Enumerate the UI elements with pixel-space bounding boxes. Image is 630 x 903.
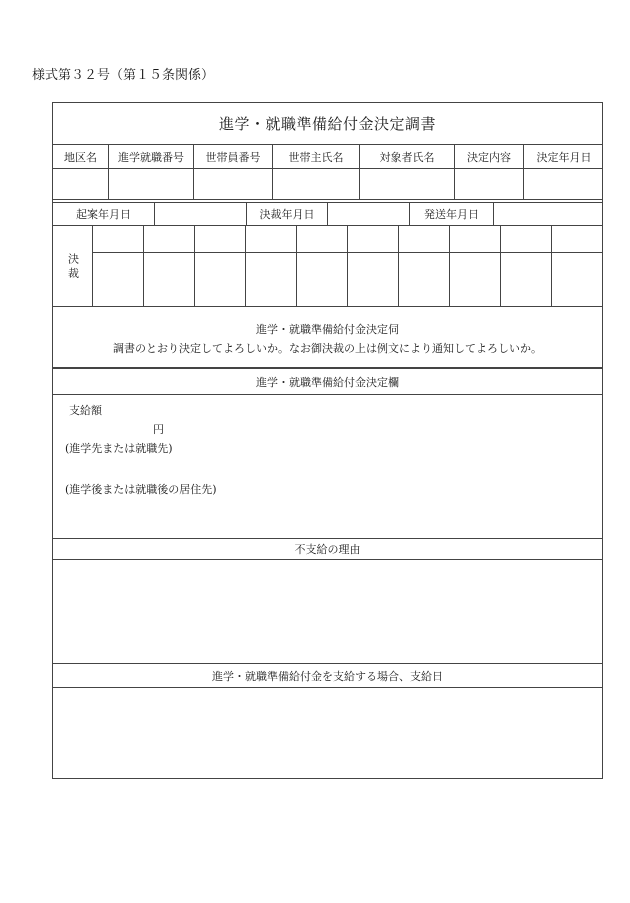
cell-householder-name[interactable]: [273, 169, 360, 199]
destination-label: (進学先または就職先): [65, 442, 173, 455]
approval-grid: [53, 226, 602, 307]
kessai-date-label: 決裁年月日: [247, 203, 328, 225]
cell-district[interactable]: [53, 169, 109, 199]
col-case-number: 進学就職番号: [109, 145, 194, 168]
decision-section-title: 進学・就職準備給付金決定欄: [53, 369, 602, 395]
approval-cell-10[interactable]: [552, 226, 604, 306]
kian-date-field[interactable]: [155, 203, 247, 225]
approval-label: [53, 226, 93, 306]
approval-cell-2[interactable]: [144, 226, 195, 306]
approval-cell-1[interactable]: [93, 226, 144, 306]
kessai-date-field[interactable]: [328, 203, 410, 225]
form-title: 進学・就職準備給付金決定調書: [53, 103, 602, 145]
cell-member-number[interactable]: [194, 169, 273, 199]
cell-decision-date[interactable]: [524, 169, 604, 199]
decision-section: [53, 395, 602, 539]
approval-cell-4[interactable]: [246, 226, 297, 306]
col-decision-content: 決定内容: [455, 145, 524, 168]
cell-case-number[interactable]: [109, 169, 194, 199]
nonpayment-reason-field[interactable]: [53, 560, 602, 664]
data-row: [53, 169, 602, 200]
approval-cell-5[interactable]: [297, 226, 348, 306]
payment-date-field[interactable]: [53, 688, 602, 778]
approval-cell-3[interactable]: [195, 226, 246, 306]
dates-row: [53, 203, 602, 226]
header-row: [53, 145, 602, 169]
hassou-date-label: 発送年月日: [410, 203, 494, 225]
form-number: 様式第３２号（第１５条関係）: [32, 68, 215, 83]
approval-cell-9[interactable]: [501, 226, 552, 306]
residence-label: (進学後または就職後の居住先): [65, 483, 217, 496]
hassou-date-field[interactable]: [494, 203, 604, 225]
yen-label: 円: [153, 423, 164, 436]
col-district: 地区名: [53, 145, 109, 168]
kian-date-label: 起案年月日: [53, 203, 155, 225]
inquiry-text: 調書のとおり決定してよろしいか。なお御決裁の上は例文により通知してよろしいか。: [113, 342, 542, 355]
approval-cell-7[interactable]: [399, 226, 450, 306]
payment-date-title: 進学・就職準備給付金を支給する場合、支給日: [53, 664, 602, 688]
col-subject-name: 対象者氏名: [360, 145, 455, 168]
approval-stamp-grid: [93, 226, 602, 306]
nonpayment-title: 不支給の理由: [53, 539, 602, 560]
approval-cell-6[interactable]: [348, 226, 399, 306]
inquiry-title: 進学・就職準備給付金決定伺: [256, 323, 399, 336]
approval-label-text: 決 裁: [66, 253, 80, 279]
col-decision-date: 決定年月日: [536, 150, 592, 164]
col-member-number: 世帯員番号: [194, 145, 273, 168]
decision-form: [52, 102, 603, 779]
approval-cell-8[interactable]: [450, 226, 501, 306]
cell-decision-content[interactable]: [455, 169, 524, 199]
inquiry-section: [53, 307, 602, 369]
cell-subject-name[interactable]: [360, 169, 455, 199]
amount-label: 支給額: [69, 404, 102, 417]
col-householder-name: 世帯主氏名: [273, 145, 360, 168]
